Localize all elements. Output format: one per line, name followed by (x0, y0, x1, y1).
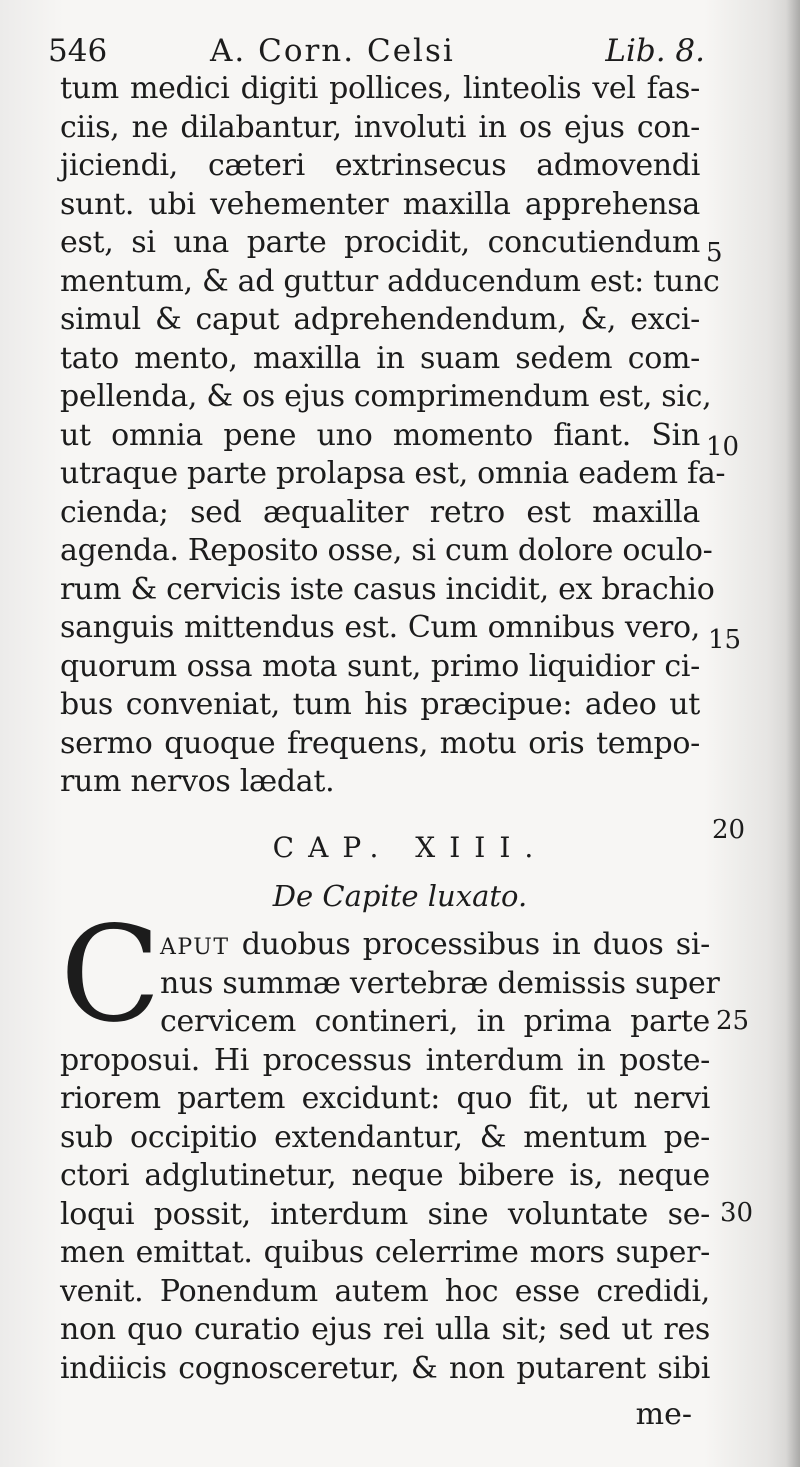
page-number: 546 (48, 33, 108, 69)
margin-line-number: 15 (708, 625, 742, 655)
text-line: cervicem contineri, in prima parte (160, 1004, 710, 1039)
text-line: sub occipitio extendantur, & mentum pe- (60, 1119, 710, 1155)
text-line: non quo curatio ejus rei ulla sit; sed ut res (60, 1312, 710, 1347)
text-line: cienda; sed æqualiter retro est maxilla (60, 494, 700, 530)
margin-line-number: 30 (720, 1198, 754, 1228)
text-line: rum nervos lædat. (60, 764, 335, 799)
text-line-first (160, 926, 710, 965)
text-line: ut omnia pene uno momento fiant. Sin (60, 417, 700, 453)
text-line: tato mento, maxilla in suam sedem com- (60, 340, 700, 376)
text-line: riorem partem excidunt: quo fit, ut nervi (60, 1081, 710, 1116)
margin-line-number: 10 (706, 432, 740, 462)
text-line: ciis, ne dilabantur, involuti in os ejus con- (60, 109, 700, 145)
text-line: pellenda, & os ejus comprimendum est, sic, (60, 379, 712, 414)
text-line: indiicis cognosceretur, & non putarent sibi (60, 1350, 710, 1386)
text-line: quorum ossa mota sunt, primo liquidior ci- (60, 648, 700, 684)
small-caps-word: APUT (160, 935, 230, 960)
margin-line-number: 5 (706, 238, 723, 268)
margin-line-number: 25 (716, 1006, 750, 1036)
drop-capital: C (60, 898, 161, 1052)
text-line: sermo quoque frequens, motu oris tempo- (60, 725, 700, 761)
text-block-bottom (60, 1042, 710, 1389)
text-line: sanguis mittendus est. Cum omnibus vero, (60, 610, 700, 645)
catchword: me- (635, 1397, 692, 1432)
running-head (48, 26, 705, 76)
running-title: A. Corn. Celsi (210, 33, 455, 69)
text-line: mentum, & ad guttur adducendum est: tunc (60, 263, 720, 299)
text-line: jiciendi, cæteri extrinsecus admovendi (60, 148, 700, 183)
text-line: men emittat. quibus celerrime mors super- (60, 1235, 710, 1270)
text-line-content: duobus processibus in duos si- (241, 927, 710, 962)
margin-line-number: 20 (712, 815, 746, 845)
text-line: tum medici digiti pollices, linteolis vel fas- (60, 71, 700, 106)
text-line: bus conveniat, tum his præcipue: adeo ut (60, 687, 700, 722)
text-line: utraque parte prolapsa est, omnia eadem fa- (60, 456, 726, 491)
text-line: venit. Ponendum autem hoc esse credidi, (60, 1273, 710, 1309)
text-line: est, si una parte procidit, concutiendum (60, 225, 700, 260)
text-line: agenda. Reposito osse, si cum dolore oculo- (60, 533, 713, 568)
book-number: Lib. 8. (605, 33, 705, 69)
text-line: loqui possit, interdum sine voluntate se- (60, 1196, 710, 1232)
text-line: sunt. ubi vehementer maxilla apprehensa (60, 186, 700, 222)
text-line: ctori adglutinetur, neque bibere is, neque (60, 1158, 710, 1193)
chapter-subtitle: De Capite luxato. (272, 879, 528, 913)
text-line: simul & caput adprehendendum, &, exci- (60, 302, 700, 337)
text-line: rum & cervicis iste casus incidit, ex brachio (60, 571, 715, 607)
text-block-indented (160, 926, 720, 1042)
text-line: proposui. Hi processus interdum in poste- (60, 1042, 710, 1078)
text-line: nus summæ vertebræ demissis super (160, 965, 720, 1001)
chapter-heading: CAP. XIII. (272, 831, 548, 864)
